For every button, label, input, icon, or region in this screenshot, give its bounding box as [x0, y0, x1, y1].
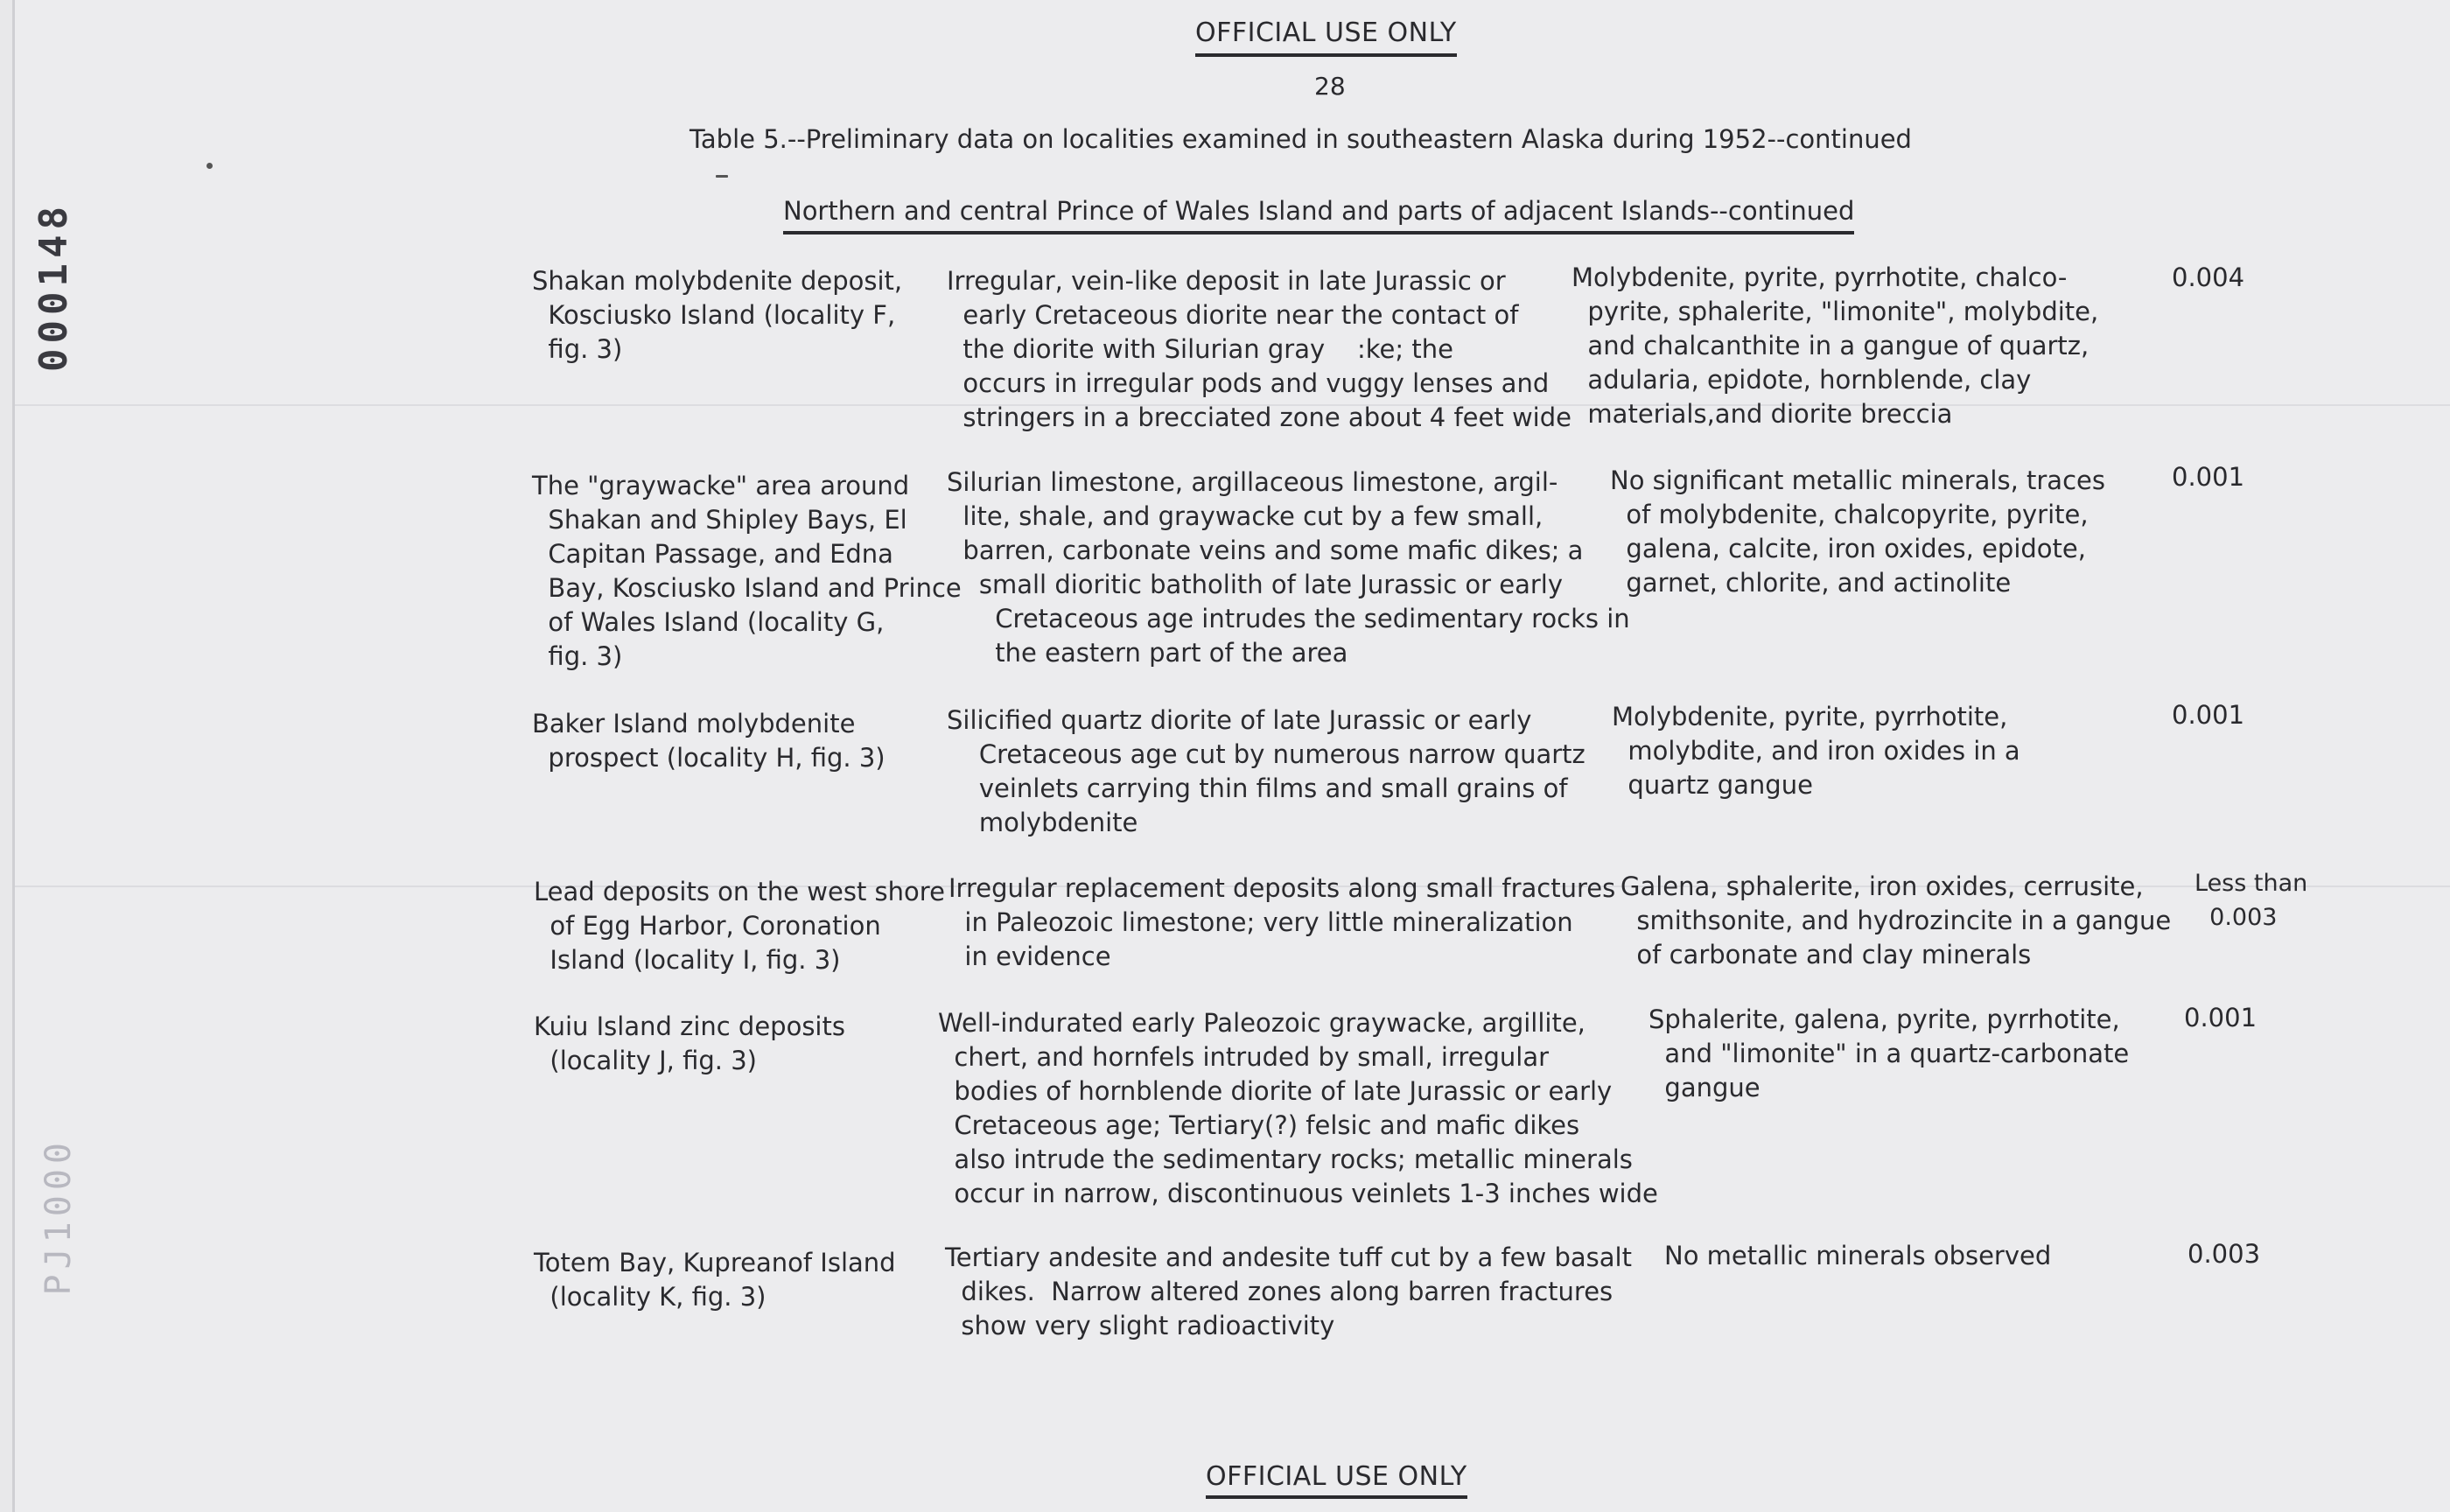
geology-cell: Tertiary andesite and andesite tuff cut by a few basalt dikes. Narrow altered zones along barren fractures show very slight radioactivity [945, 1242, 1632, 1340]
section-heading: Northern and central Prince of Wales Island and parts of adjacent Islands--continued [783, 196, 1854, 234]
ink-speck [206, 163, 213, 169]
value-cell: 0.004 [2172, 262, 2245, 292]
value-cell: 0.001 [2172, 462, 2245, 492]
geology-cell: Silicified quartz diorite of late Jurassic or early Cretaceous age cut by numerous narrow quartz veinlets carrying thin films and small grains of molybdenite [947, 705, 1586, 837]
margin-stamp-faint: PJ1000 [38, 1138, 79, 1296]
locality-cell: Totem Bay, Kupreanof Island (locality K, fig. 3) [534, 1248, 896, 1312]
minerals-cell: Sphalerite, galena, pyrite, pyrrhotite, and "limonite" in a quartz-carbonate gangue [1648, 1004, 2130, 1102]
value-cell: Less than 0.003 [2194, 870, 2308, 931]
minerals-cell: Molybdenite, pyrite, pyrrhotite, chalco- pyrite, sphalerite, "limonite", molybdite, and chalcanthite in a gangue of quartz, adularia, epidote, hornblende, clay materials,and diorite breccia [1572, 262, 2099, 429]
geology-cell: Irregular, vein-like deposit in late Jurassic or early Cretaceous diorite near the contact of the diorite with Silurian gray :ke; the occurs in irregular pods and vuggy lenses and stringers in a brecciated zone about 4 feet wide [947, 266, 1572, 432]
locality-cell: Baker Island molybdenite prospect (locality H, fig. 3) [532, 709, 886, 773]
locality-cell: Lead deposits on the west shore of Egg Harbor, Coronation Island (locality I, fig. 3) [534, 877, 945, 975]
locality-cell: Kuiu Island zinc deposits (locality J, fig. 3) [534, 1012, 845, 1075]
margin-stamp-number: 000148 [32, 201, 76, 372]
ink-speck [716, 175, 728, 178]
value-cell: 0.001 [2172, 700, 2245, 730]
geology-cell: Well-indurated early Paleozoic graywacke, argillite, chert, and hornfels intruded by small, irregular bodies of hornblende diorite of late Jurassic or early Cretaceous age; Tertiary(?) felsic and mafic dikes also intrude the sedimentary rocks; metallic minerals occur in narrow, discontinuous veinlets 1-3 inches wide [938, 1008, 1658, 1208]
minerals-cell: No metallic minerals observed [1664, 1241, 2052, 1270]
footer-classification: OFFICIAL USE ONLY [1206, 1461, 1467, 1499]
header-classification: OFFICIAL USE ONLY [1195, 18, 1457, 57]
minerals-cell: No significant metallic minerals, traces of molybdenite, chalcopyrite, pyrite, galena, calcite, iron oxides, epidote, garnet, chlorite, and actinolite [1610, 466, 2105, 598]
geology-cell: Silurian limestone, argillaceous limestone, argil- lite, shale, and graywacke cut by a few small, barren, carbonate veins and some mafic dikes; a small dioritic batholith of late Jurassic or early Cretaceous age intrudes the sedimentary rocks in the eastern part of the area [947, 467, 1630, 668]
minerals-cell: Galena, sphalerite, iron oxides, cerrusite, smithsonite, and hydrozincite in a gangue of carbonate and clay minerals [1620, 872, 2172, 970]
table-caption: Table 5.--Preliminary data on localities examined in southeastern Alaska during 1952--continued [690, 124, 1912, 154]
value-cell: 0.001 [2184, 1003, 2258, 1032]
value-cell: 0.003 [2188, 1239, 2261, 1269]
locality-cell: The "graywacke" area around Shakan and Shipley Bays, El Capitan Passage, and Edna Bay, Kosciusko Island and Prince of Wales Island (locality G, fig. 3) [532, 471, 962, 671]
minerals-cell: Molybdenite, pyrite, pyrrhotite, molybdite, and iron oxides in a quartz gangue [1612, 702, 2020, 800]
locality-cell: Shakan molybdenite deposit, Kosciusko Island (locality F, fig. 3) [532, 266, 903, 364]
page-number: 28 [1314, 72, 1346, 101]
geology-cell: Irregular replacement deposits along small fractures in Paleozoic limestone; very little mineralization in evidence [948, 873, 1616, 971]
